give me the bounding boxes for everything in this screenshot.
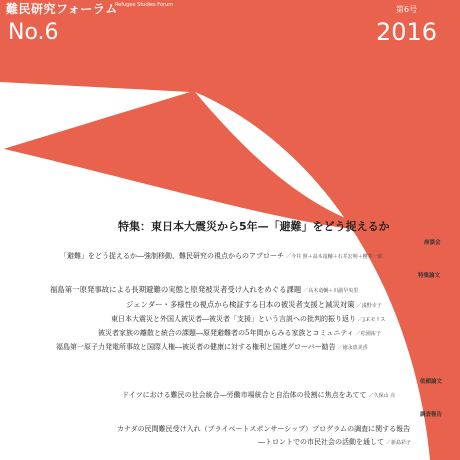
entry-title: 東日本大震災と外国人被災者―被災者「支援」という言説への批判的振り返り: [111, 315, 356, 323]
journal-title: 難民研究フォーラム: [6, 2, 118, 16]
journal-title-english: Refugee Studies Forum: [115, 2, 174, 8]
entry-author: ／J.F.モリス: [358, 317, 386, 323]
entry-author: ／徳永恵美香: [337, 345, 368, 351]
section-label-feature-articles: 特集論文: [418, 273, 441, 279]
toc-entry: [122, 390, 395, 400]
entry-author: ／久保山 亮: [368, 393, 396, 399]
entry-author: ／浅野幸子: [356, 303, 382, 309]
section-label-commissioned: 依頼論文: [420, 379, 443, 385]
entry-title: 福島第一原子力発電所事故と国際人権―被災者の健康に対する権利と国連グローバー勧告: [56, 343, 336, 351]
section-label-roundtable: 座談会: [424, 240, 441, 246]
toc-entry: [98, 328, 381, 338]
toc-entry: [117, 424, 410, 434]
toc-entry: [50, 284, 358, 295]
issue-number-small: 第6号: [396, 5, 418, 14]
toc-entry: [111, 314, 385, 324]
entry-title: ジェンダー・多様性の視点から検証する日本の被災者支援と減災対策: [126, 300, 355, 309]
entry-author: ／松園祐子: [355, 331, 381, 337]
entry-author: ／新島彩子: [386, 440, 412, 446]
issue-number: No.6: [8, 20, 59, 45]
entry-title: ドイツにおける難民の社会統合―労働市場統合と自治体の役割に焦点をあてて: [122, 391, 367, 399]
entry-title: 「避難」をどう捉えるか―強制移動、難民研究の視点からのアプローチ: [60, 252, 284, 260]
publication-year: 2016: [376, 18, 438, 46]
section-label-research-report: 調査報告: [420, 412, 443, 418]
feature-heading: 特集：東日本大震災から5年—「避難」をどう捉えるか: [118, 220, 390, 233]
entry-author: ／高木竜輔＋川副早央里: [303, 288, 359, 294]
toc-entry: [258, 437, 411, 447]
entry-author: ／今井 照＋高木竜輔＋石井宏明＋櫻井一郎: [286, 254, 383, 260]
entry-title: カナダの民間難民受け入れ（プライベートスポンサーシップ）プログラムの調査に関する報告: [117, 425, 411, 433]
entry-title: 福島第一原発事故による長期避難の実態と原発被災者受け入れをめぐる課題: [50, 285, 302, 294]
toc-entry: [126, 299, 382, 310]
toc-entry: [60, 251, 383, 261]
entry-title: 被災者家族の離散と統合の課題―原発避難者の5年間からみる家族とコミュニティ: [98, 329, 354, 337]
entry-title: ―トロントでの市民社会の活動を通して: [258, 438, 384, 446]
toc-entry: [56, 342, 368, 352]
